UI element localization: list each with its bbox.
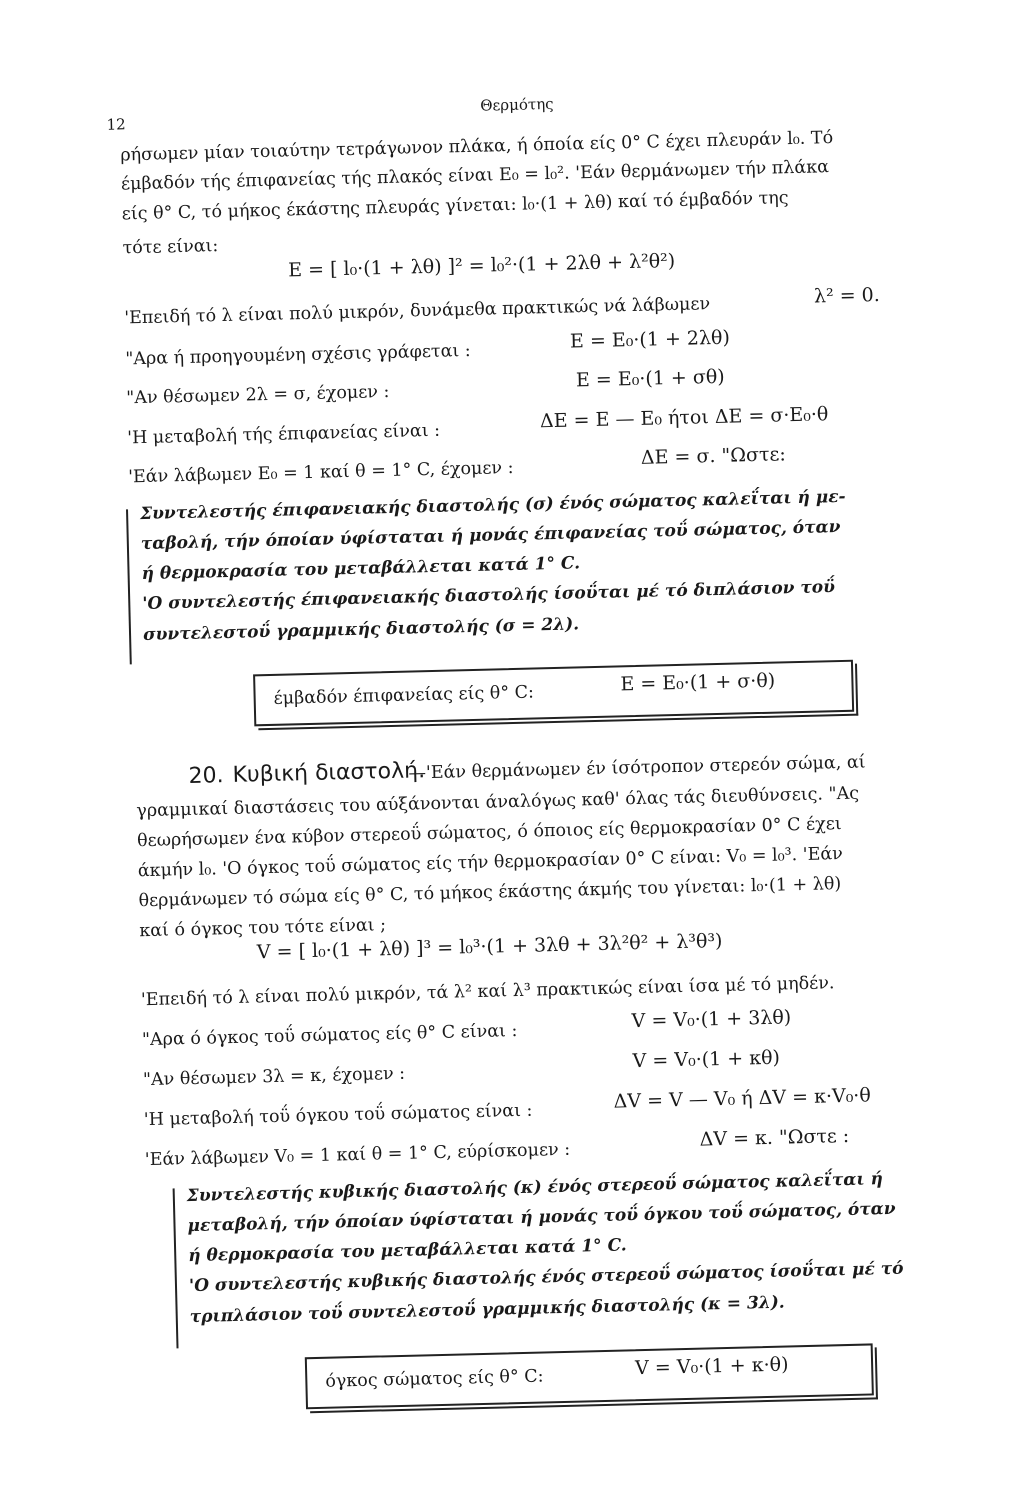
derivation-text: "Αν θέσωμεν 3λ = κ, έχομεν : (142, 1063, 406, 1091)
page-number: 12 (106, 115, 126, 134)
paragraph-line: —'Εάν θερμάνωμεν έν ίσότροπον στερεόν σώμα, αί (408, 752, 866, 784)
paragraph-line: είς θ° C, τό μήκος έκάστης πλευράς γίνεται: l₀·(1 + λθ) καί τό έμβαδόν της (121, 188, 789, 225)
derivation-text: 'Η μεταβολή τοΰ όγκου τοΰ σώματος είναι : (143, 1100, 533, 1131)
derivation-equation: V = V₀·(1 + 3λθ) (631, 1006, 792, 1033)
definition-line: συντελεστοΰ γραμμικής διαστολής (σ = 2λ). (142, 614, 580, 646)
definition-line: 'Ο συντελεστής κυβικής διαστολής ένός στερεοΰ σώματος ίσοΰται μέ τό (188, 1258, 904, 1297)
definition-line: ή θερμοκρασία του μεταβάλλεται κατά 1° C. (188, 1235, 627, 1267)
definition-margin-rule (173, 1188, 179, 1348)
paragraph-line: θερμάνωμεν τό σώμα είς θ° C, τό μήκος έκάστης άκμής του γίνεται: l₀·(1 + λθ) (138, 874, 842, 912)
paragraph-line: άκμήν l₀. 'Ο όγκος τοΰ σώματος είς τήν θερμοκρασίαν 0° C είναι: V₀ = l₀³. 'Εάν (137, 844, 844, 882)
equation-volume-expanded: V = [ l₀·(1 + λθ) ]³ = l₀³·(1 + 3λθ + 3λ²θ² + λ³θ³) (256, 929, 723, 964)
paragraph-line: 'Επειδή τό λ είναι πολύ μικρόν, τά λ² καί λ³ πρακτικώς είναι ίσα μέ τό μηδέν. (140, 973, 835, 1011)
paragraph-line: 'Επειδή τό λ είναι πολύ μικρόν, δυνάμεθα πρακτικώς νά λάβωμεν (124, 294, 711, 329)
definition-line: μεταβολή, τήν όποίαν ύφίσταται ή μονάς τοΰ όγκου τοΰ σώματος, όταν (187, 1198, 896, 1237)
box-equation: V = V₀·(1 + κ·θ) (634, 1353, 789, 1380)
derivation-text: 'Η μεταβολή τής έπιφανείας είναι : (127, 420, 441, 449)
section-number: 20. (188, 763, 224, 789)
definition-line: Συντελεστής έπιφανειακής διαστολής (σ) ένός σώματος καλεΐται ή με- (139, 486, 846, 525)
derivation-text: 'Εάν λάβωμεν E₀ = 1 καί θ = 1° C, έχομεν : (127, 457, 514, 488)
definition-line: ή θερμοκρασία του μεταβάλλεται κατά 1° C. (141, 553, 581, 585)
derivation-equation: E = E₀·(1 + 2λθ) (569, 326, 731, 353)
equation-lambda-squared: λ² = 0. (813, 283, 881, 308)
derivation-text: "Αρα ή προηγουμένη σχέσις γράφεται : (125, 340, 471, 370)
paragraph-line: θεωρήσωμεν ένα κύβον στερεοΰ σώματος, ό όποιος είς θερμοκρασίαν 0° C έχει (136, 814, 842, 852)
box-equation: E = E₀·(1 + σ·θ) (620, 669, 776, 696)
derivation-equation: E = E₀·(1 + σθ) (575, 365, 725, 392)
definition-line: 'Ο συντελεστής έπιφανειακής διαστολής ίσοΰται μέ τό διπλάσιον τοΰ (142, 577, 836, 615)
derivation-equation: ΔE = σ. "Ωστε: (640, 443, 786, 469)
derivation-equation: ΔE = E — E₀ ήτοι ΔE = σ·E₀·θ (539, 403, 829, 433)
running-title: Θερμότης (480, 94, 554, 115)
paragraph-line: έμβαδόν τής έπιφανείας τής πλακός είναι E₀ = l₀². 'Εάν θερμάνωμεν τήν πλάκα (120, 157, 830, 195)
definition-line: τριπλάσιον τοΰ συντελεστοΰ γραμμικής διαστολής (κ = 3λ). (189, 1292, 785, 1328)
equation-surface-expanded: E = [ l₀·(1 + λθ) ]² = l₀²·(1 + 2λθ + λ²θ²) (287, 249, 676, 282)
box-label: όγκος σώματος είς θ° C: (325, 1366, 544, 1392)
section-title: Κυβική διαστολή. (232, 758, 426, 788)
derivation-text: "Αρα ό όγκος τοΰ σώματος είς θ° C είναι : (141, 1021, 518, 1051)
paragraph-line: καί ό όγκος του τότε είναι ; (139, 915, 387, 942)
definition-line: ταβολή, τήν όποίαν ύφίσταται ή μονάς έπιφανείας τοΰ σώματος, όταν (140, 516, 841, 555)
definition-margin-rule (126, 509, 132, 664)
derivation-text: 'Εάν λάβωμεν V₀ = 1 καί θ = 1° C, εύρίσκομεν : (144, 1139, 571, 1171)
derivation-equation: V = V₀·(1 + κθ) (632, 1046, 781, 1073)
definition-line: Συντελεστής κυβικής διαστολής (κ) ένός στερεοΰ σώματος καλεΐται ή (186, 1169, 884, 1207)
derivation-equation: ΔV = V — V₀ ή ΔV = κ·V₀·θ (613, 1084, 872, 1113)
derivation-text: "Αν θέσωμεν 2λ = σ, έχομεν : (126, 381, 390, 409)
derivation-equation: ΔV = κ. "Ωστε : (699, 1124, 850, 1151)
paragraph-line: γραμμικαί διαστάσεις του αύξάνονται άναλόγως καθ' όλας τάς διευθύνσεις. "Ας (136, 783, 860, 822)
paragraph-line: ρήσωμεν μίαν τοιαύτην τετράγωνον πλάκα, ή όποία είς 0° C έχει πλευράν l₀. Τό (120, 128, 834, 166)
paragraph-line: τότε είναι: (122, 236, 219, 259)
box-label: έμβαδόν έπιφανείας είς θ° C: (273, 682, 535, 709)
